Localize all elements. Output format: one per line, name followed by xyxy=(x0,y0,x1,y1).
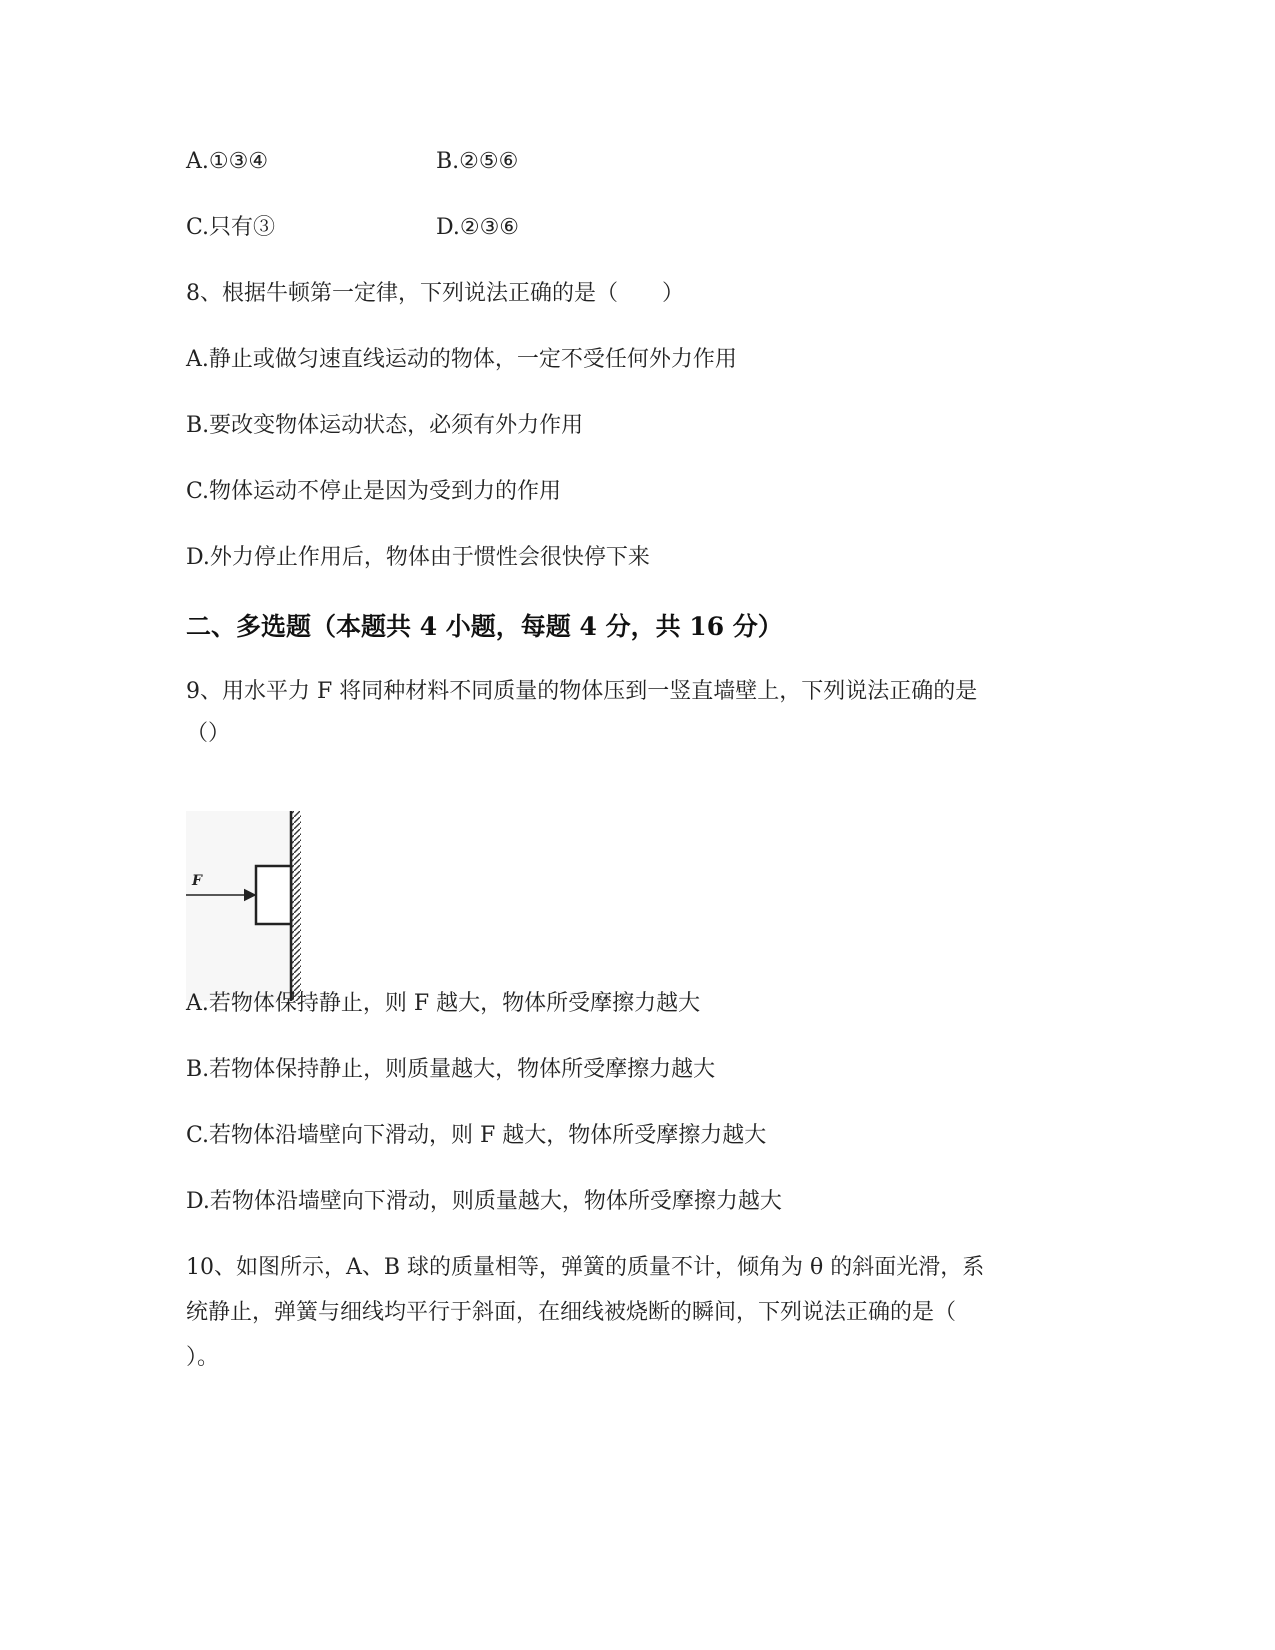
q9-stem-line1: 9、用水平力 F 将同种材料不同质量的物体压到一竖直墙壁上，下列说法正确的是 xyxy=(186,679,978,704)
q8-stem: 8、根据牛顿第一定律，下列说法正确的是（ ） xyxy=(186,281,684,306)
force-label: F xyxy=(192,873,202,889)
q7-option-a: A.①③④ xyxy=(186,149,269,174)
q10-stem-line2: 统静止，弹簧与细线均平行于斜面，在细线被烧断的瞬间，下列说法正确的是（ xyxy=(186,1300,957,1325)
q9-option-b: B.若物体保持静止，则质量越大，物体所受摩擦力越大 xyxy=(186,1057,716,1082)
q7-option-c: C.只有③ xyxy=(186,215,276,240)
force-wall-diagram xyxy=(186,811,318,1001)
q8-option-b: B.要改变物体运动状态，必须有外力作用 xyxy=(186,413,584,438)
q8-option-d: D.外力停止作用后，物体由于惯性会很快停下来 xyxy=(186,545,650,570)
q8-option-a: A.静止或做匀速直线运动的物体，一定不受任何外力作用 xyxy=(186,347,737,372)
block xyxy=(256,866,291,924)
q7-option-b: B.②⑤⑥ xyxy=(436,149,519,174)
q10-stem-line1: 10、如图所示，A、B 球的质量相等，弹簧的质量不计，倾角为 θ 的斜面光滑，系 xyxy=(186,1255,985,1280)
wall-hatching xyxy=(292,811,301,1001)
q9-option-a: A.若物体保持静止，则 F 越大，物体所受摩擦力越大 xyxy=(186,991,701,1016)
section-heading-multiple-choice: 二、多选题（本题共 4 小题，每题 4 分，共 16 分） xyxy=(186,612,783,641)
q9-option-d: D.若物体沿墙壁向下滑动，则质量越大，物体所受摩擦力越大 xyxy=(186,1189,782,1214)
q10-stem-line3: ）。 xyxy=(186,1345,220,1370)
q9-option-c: C.若物体沿墙壁向下滑动，则 F 越大，物体所受摩擦力越大 xyxy=(186,1123,767,1148)
q8-option-c: C.物体运动不停止是因为受到力的作用 xyxy=(186,479,562,504)
q9-stem-line2: （） xyxy=(186,721,231,746)
q7-option-d: D.②③⑥ xyxy=(436,215,520,240)
